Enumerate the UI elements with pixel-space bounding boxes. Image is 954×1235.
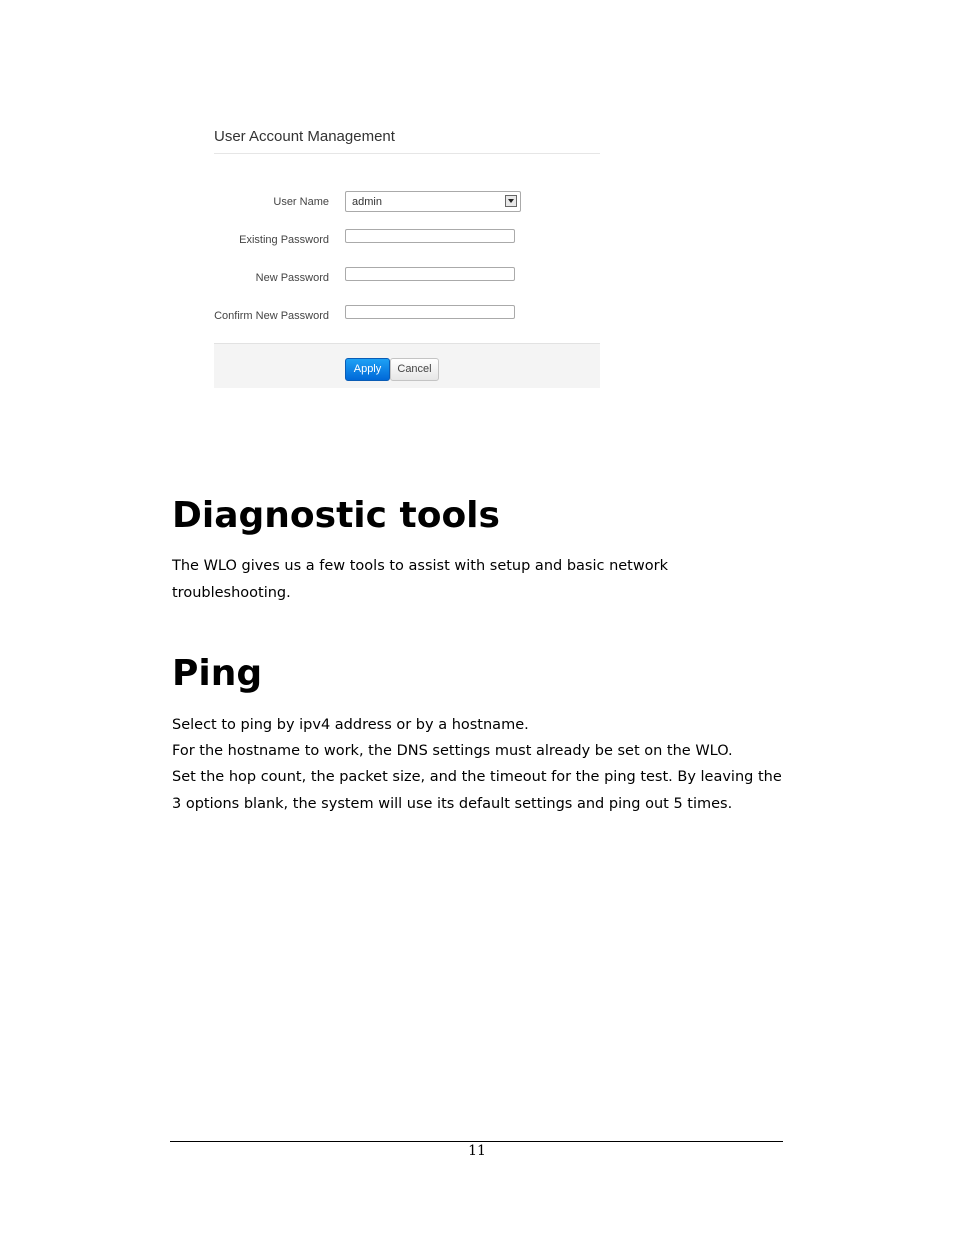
ping-paragraph-line-3: Set the hop count, the packet size, and the timeout for the ping test. By leaving the — [172, 769, 782, 785]
user-account-panel — [214, 122, 600, 387]
panel-title: User Account Management — [214, 128, 395, 145]
ping-heading: Ping — [172, 653, 263, 694]
diagnostic-paragraph-line-1: The WLO gives us a few tools to assist with setup and basic network — [172, 558, 668, 574]
ping-paragraph-line-2: For the hostname to work, the DNS settings must already be set on the WLO. — [172, 743, 733, 759]
footer-rule — [170, 1141, 783, 1142]
diagnostic-paragraph-line-2: troubleshooting. — [172, 585, 291, 601]
username-label: User Name — [273, 196, 329, 208]
chevron-down-icon[interactable] — [505, 195, 517, 207]
diagnostic-tools-heading: Diagnostic tools — [172, 495, 500, 536]
confirm-password-input[interactable] — [345, 305, 515, 319]
new-password-input[interactable] — [345, 267, 515, 281]
page-number: 11 — [468, 1143, 486, 1159]
ping-paragraph-line-1: Select to ping by ipv4 address or by a hostname. — [172, 717, 529, 733]
title-divider — [214, 153, 600, 154]
username-select-value: admin — [352, 196, 382, 208]
ping-paragraph-line-4: 3 options blank, the system will use its default settings and ping out 5 times. — [172, 796, 733, 812]
username-select[interactable] — [345, 191, 521, 212]
apply-button[interactable]: Apply — [345, 358, 390, 381]
existing-password-input[interactable] — [345, 229, 515, 243]
cancel-button[interactable]: Cancel — [390, 358, 439, 381]
existing-password-label: Existing Password — [239, 234, 329, 246]
confirm-password-label: Confirm New Password — [214, 310, 329, 322]
new-password-label: New Password — [255, 272, 329, 284]
